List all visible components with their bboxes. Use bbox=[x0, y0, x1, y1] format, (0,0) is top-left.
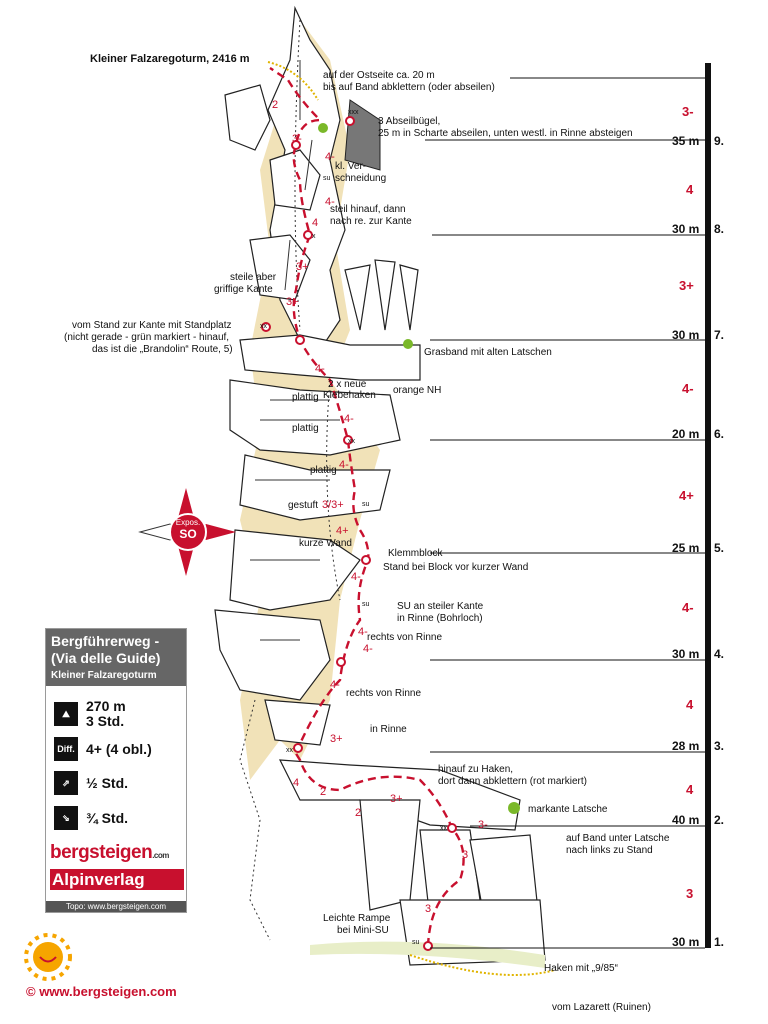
note-edge-2: griffige Kante bbox=[214, 284, 273, 295]
note-grass-ledge: Grasband mit alten Latschen bbox=[424, 347, 552, 358]
note-steep-2: nach re. zur Kante bbox=[330, 216, 412, 227]
pitch-3-grade: 4 bbox=[686, 697, 694, 712]
bolt-label: xxx bbox=[348, 109, 359, 116]
rock-face bbox=[215, 8, 555, 975]
su-label: su bbox=[412, 939, 420, 946]
note-glue-bolts-2: Klebehaken bbox=[323, 390, 376, 401]
bolt-label: xx bbox=[286, 747, 293, 754]
hiker-icon: ⇗ bbox=[54, 771, 78, 795]
scale-bar bbox=[705, 63, 711, 948]
topo-url: Topo: www.bergsteigen.com bbox=[46, 901, 186, 912]
note-corner-1: kl. Ver- bbox=[335, 161, 367, 172]
svg-text:3-: 3- bbox=[292, 133, 302, 145]
note-ramp-2: bei Mini-SU bbox=[337, 925, 389, 936]
pitch-3-number: 3. bbox=[714, 739, 725, 753]
svg-text:4-: 4- bbox=[325, 151, 335, 163]
note-glue-bolts-1: 2 x neue bbox=[328, 379, 367, 390]
note-up-to-piton-2: dort dann abklettern (rot markiert) bbox=[438, 776, 587, 787]
pitch-7-grade: 3+ bbox=[679, 278, 694, 293]
note-descent-1: auf der Ostseite ca. 20 m bbox=[323, 70, 435, 81]
pitch-6-length: 20 m bbox=[672, 427, 700, 441]
note-descent-2: bis auf Band abklettern (oder abseilen) bbox=[323, 82, 495, 93]
pitch-2-grade: 4 bbox=[686, 782, 694, 797]
pitch-6-number: 6. bbox=[714, 427, 725, 441]
exposure-compass bbox=[140, 488, 236, 576]
route-title-2: (Via delle Guide) bbox=[51, 650, 161, 666]
note-su-edge-2: in Rinne (Bohrloch) bbox=[397, 613, 483, 624]
note-corner-2: schneidung bbox=[335, 173, 387, 184]
note-variant-1: vom Stand zur Kante mit Standplatz bbox=[72, 320, 232, 331]
note-ledge-1: auf Band unter Latsche bbox=[566, 833, 670, 844]
svg-text:2: 2 bbox=[272, 99, 279, 111]
svg-text:3: 3 bbox=[425, 903, 432, 915]
pitch-6-grade: 4- bbox=[682, 381, 694, 396]
svg-text:4: 4 bbox=[312, 217, 319, 229]
note-abseil-2: 25 m in Scharte abseilen, unten westl. in Rinne absteigen bbox=[378, 128, 633, 139]
note-steep-1: steil hinauf, dann bbox=[330, 204, 406, 215]
note-edge-1: steile aber bbox=[230, 272, 277, 283]
note-slab-2: plattig bbox=[292, 423, 319, 434]
svg-text:3+: 3+ bbox=[390, 793, 403, 805]
svg-text:3+: 3+ bbox=[296, 261, 309, 273]
note-approach: vom Lazarett (Ruinen) bbox=[552, 1002, 651, 1013]
pitch-4-number: 4. bbox=[714, 647, 725, 661]
svg-text:2: 2 bbox=[320, 786, 327, 798]
bolt-label: xx bbox=[348, 438, 355, 445]
note-variant-2: (nicht gerade - grün markiert - hinauf, bbox=[64, 332, 230, 343]
difficulty-icon: Diff. bbox=[54, 737, 78, 761]
note-abseil-1: 3 Abseilbügel, bbox=[378, 116, 441, 127]
pitch-9-length: 35 m bbox=[672, 134, 700, 148]
climber-icon: ⛰ bbox=[54, 702, 78, 726]
pitch-4-grade: 4- bbox=[682, 600, 694, 615]
route-time: 3 Std. bbox=[86, 713, 125, 729]
note-mountain-pine: markante Latsche bbox=[528, 804, 608, 815]
pitch-3-length: 28 m bbox=[672, 739, 700, 753]
approach-row bbox=[54, 771, 128, 795]
descent-time: ¾ Std. bbox=[86, 809, 129, 826]
note-up-to-piton-1: hinauf zu Haken, bbox=[438, 764, 514, 775]
pitch-2-length: 40 m bbox=[672, 813, 700, 827]
difficulty-row bbox=[54, 737, 152, 761]
pitch-8-grade: 4 bbox=[686, 182, 694, 197]
svg-text:4-: 4- bbox=[363, 643, 373, 655]
note-piton-985: Haken mit „9/85“ bbox=[544, 963, 618, 974]
svg-text:4-: 4- bbox=[315, 363, 325, 375]
pitch-5-length: 25 m bbox=[672, 541, 700, 555]
route-info-box bbox=[45, 628, 187, 913]
note-chockstone: Klemmblock bbox=[388, 548, 443, 559]
svg-text:4+: 4+ bbox=[336, 525, 349, 537]
svg-text:3-: 3- bbox=[478, 819, 488, 831]
note-slab-1: plattig bbox=[292, 392, 319, 403]
sun-logo bbox=[26, 935, 70, 979]
pitch-5-number: 5. bbox=[714, 541, 725, 555]
pitch-9-grade: 3- bbox=[682, 104, 694, 119]
pitch-8-number: 8. bbox=[714, 222, 725, 236]
brand-logo: bergsteigen.com bbox=[50, 842, 169, 863]
note-su-edge-1: SU an steiler Kante bbox=[397, 601, 484, 612]
length-row bbox=[54, 699, 126, 729]
compass-label-1: Expos. bbox=[175, 518, 201, 527]
svg-text:3+: 3+ bbox=[286, 296, 299, 308]
pitch-2-number: 2. bbox=[714, 813, 725, 827]
svg-text:3: 3 bbox=[462, 849, 469, 861]
route-length: 270 m bbox=[86, 698, 126, 714]
descent-hiker-icon: ⇘ bbox=[54, 806, 78, 830]
note-slab-3: plattig bbox=[310, 465, 337, 476]
pitch-7-length: 30 m bbox=[672, 328, 700, 342]
descent-row bbox=[54, 806, 128, 830]
note-right-of-gully-1: rechts von Rinne bbox=[367, 632, 443, 643]
bolt-label: xx bbox=[440, 825, 447, 832]
note-variant-3: das ist die „Brandolin“ Route, 5) bbox=[92, 344, 233, 355]
bolt-label: xx bbox=[260, 323, 267, 330]
svg-text:4-: 4- bbox=[358, 626, 368, 638]
svg-text:4-: 4- bbox=[351, 571, 361, 583]
note-in-gully: in Rinne bbox=[370, 724, 407, 735]
pitch-1-length: 30 m bbox=[672, 935, 700, 949]
note-ledge-2: nach links zu Stand bbox=[566, 845, 653, 856]
publisher-logo: Alpinverlag bbox=[50, 869, 184, 890]
svg-text:4-: 4- bbox=[344, 413, 354, 425]
note-orange-piton: orange NH bbox=[393, 385, 442, 396]
pitch-9-number: 9. bbox=[714, 134, 725, 148]
pitch-1-grade: 3 bbox=[686, 886, 694, 901]
info-header bbox=[46, 629, 186, 686]
note-ramp-1: Leichte Rampe bbox=[323, 913, 391, 924]
bolt-label: x bbox=[312, 233, 316, 240]
route-difficulty: 4+ (4 obl.) bbox=[86, 740, 152, 757]
note-belay-block: Stand bei Block vor kurzer Wand bbox=[383, 562, 529, 573]
note-stepped: gestuft bbox=[288, 500, 319, 511]
route-title-1: Bergführerweg - bbox=[51, 633, 160, 649]
compass-label-2: SO bbox=[179, 527, 197, 541]
svg-text:3+: 3+ bbox=[330, 733, 343, 745]
svg-text:4-: 4- bbox=[339, 459, 349, 471]
route-subtitle: Kleiner Falzaregoturm bbox=[51, 670, 157, 681]
copyright: © www.bergsteigen.com bbox=[26, 984, 177, 999]
note-right-of-gully-2: rechts von Rinne bbox=[346, 688, 422, 699]
approach-time: ½ Std. bbox=[86, 774, 129, 791]
su-label: su bbox=[362, 501, 370, 508]
svg-text:4-: 4- bbox=[330, 679, 340, 691]
pitch-5-grade: 4+ bbox=[679, 488, 694, 503]
note-short-wall: kurze Wand bbox=[299, 538, 352, 549]
su-label: su bbox=[362, 601, 370, 608]
svg-text:2: 2 bbox=[355, 807, 362, 819]
svg-text:4: 4 bbox=[293, 777, 300, 789]
su-label: su bbox=[323, 175, 331, 182]
pitch-7-number: 7. bbox=[714, 328, 725, 342]
pitch-4-length: 30 m bbox=[672, 647, 700, 661]
pitch-1-number: 1. bbox=[714, 935, 725, 949]
pitch-8-length: 30 m bbox=[672, 222, 700, 236]
note-stepped-grade: 3/3+ bbox=[322, 499, 344, 511]
svg-text:4-: 4- bbox=[325, 196, 335, 208]
summit-label: Kleiner Falzaregoturm, 2416 m bbox=[90, 53, 250, 65]
